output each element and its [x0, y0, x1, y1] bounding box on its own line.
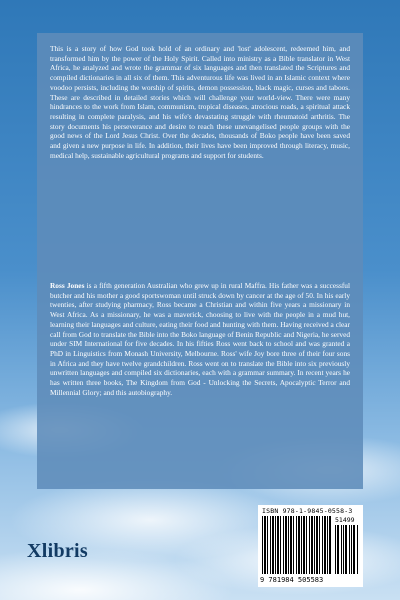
isbn-barcode — [258, 505, 363, 587]
price-barcode-bars — [335, 525, 359, 574]
barcode-bars — [262, 516, 332, 574]
author-bio — [50, 281, 350, 397]
author-name: Ross Jones — [50, 281, 85, 290]
price-code: 51499 — [335, 516, 355, 524]
author-bio-text: is a fifth generation Australian who grew up in rural Maffra. His father was a successful butcher and his mother a good sportswoman until struck down by cancer at the age of 50. In his early twenties, after studying pharmacy, Ross became a Christian and within five years a missionary in West Africa. As a missionary, he was a maverick, choosing to live with the people in a mud hut, learning their languages and culture, eating their food and hunting with them. Having received a clear call from God to translate the Bible into the Boko language of Benin Republic and Nigeria, he served under SIM International for five decades. In his fifties Ross went back to school and was granted a PhD in Linguistics from Monash University, Melbourne. Ross' wife Joy bore three of their four sons in Africa and they have twelve grandchildren. Ross went on to translate the Bible into six previously unwritten languages and compiled six dictionaries, each with a grammar summary. In recent years he has written three books, The Kingdom from God - Unlocking the Secrets, Apocalyptic Terror and Millennial Glory; and this autobiography. — [50, 281, 351, 397]
isbn-number: ISBN 978-1-9845-0558-3 — [262, 507, 353, 515]
ean-number: 9 781984 505583 — [260, 576, 324, 584]
publisher-logo: Xlibris — [27, 540, 88, 562]
book-description: This is a story of how God took hold of an ordinary and 'lost' adolescent, redeemed him, and transformed him by the power of the Holy Spirit. Called into ministry as a Bible translator in West Africa, he analyzed and wrote the grammar of six languages and then translated the Scriptures and compiled dictionaries in all six of them. This adventurous life was lived in an Islamic context where voodoo persists, including the worship of spirits, demon possession, black magic, curses and taboos. These are described in detailed stories which will challenge your world-view. There were many hindrances to the work from Islam, communism, tropical diseases, atrocious roads, a spiritual attack resulting in complete paralysis, and his wife's devastating struggle with rheumatoid arthritis. The story documents his perseverance and desire to reach these unevangelised people groups with the good news of the Lord Jesus Christ. Over the decades, thousands of Boko people have been saved and given a new purpose in life. In addition, their lives have been improved through literacy, music, medical help, sustainable agricultural programs and support for students. — [50, 44, 350, 160]
